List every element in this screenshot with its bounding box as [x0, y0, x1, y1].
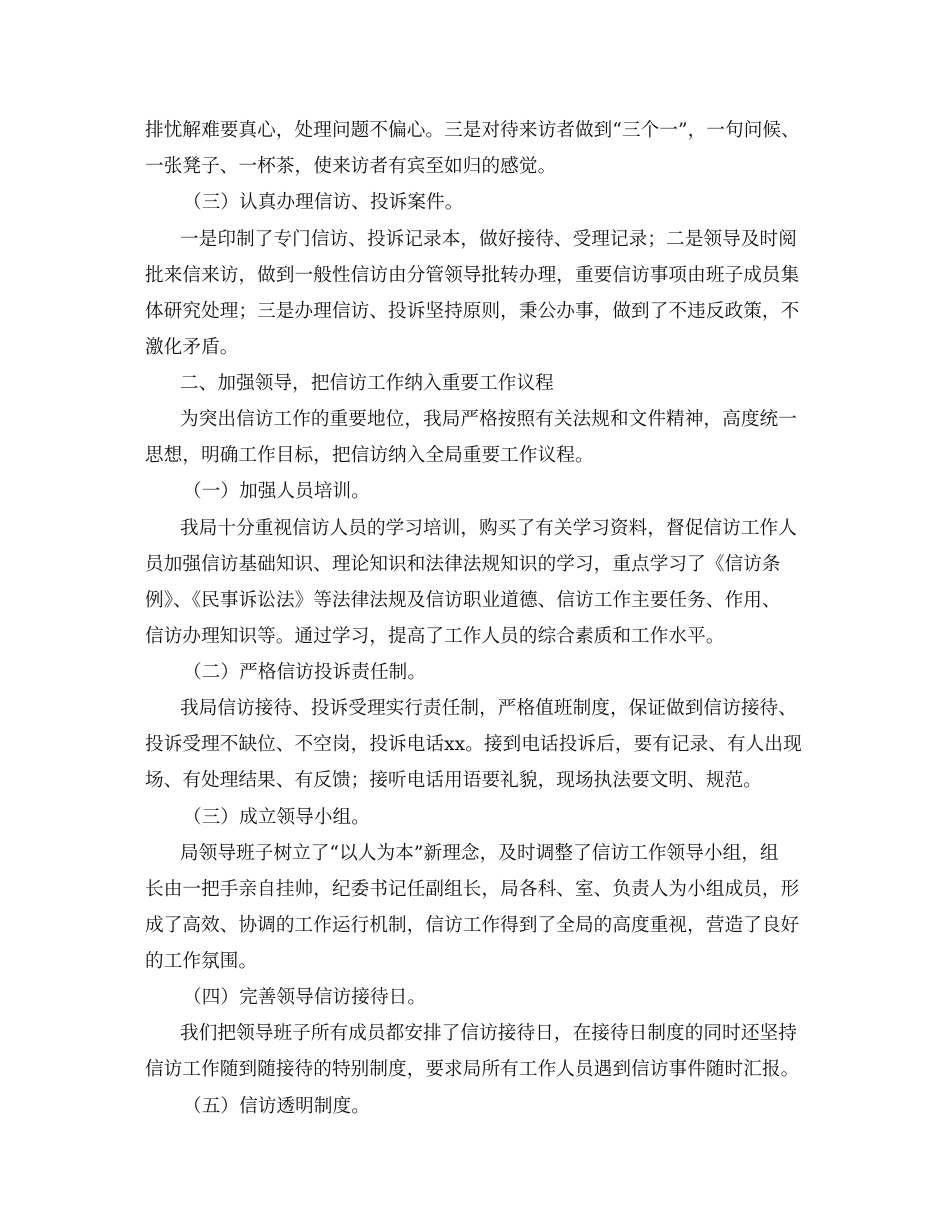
- text-line: 一张凳子、一杯茶，使来访者有宾至如归的感觉。: [145, 156, 557, 177]
- text-line: 思想，明确工作目标，把信访纳入全局重要工作议程。: [145, 445, 594, 466]
- text-line: 场、有处理结果、有反馈；接听电话用语要礼貌，现场执法要文明、规范。: [145, 770, 762, 791]
- section-heading: （四）完善领导信访接待日。: [183, 987, 427, 1008]
- text-line: 为突出信访工作的重要地位，我局严格按照有关法规和文件精神，高度统一: [180, 409, 797, 430]
- text-line: 信访办理知识等。通过学习，提高了工作人员的综合素质和工作水平。: [145, 626, 725, 647]
- text-line: 我局十分重视信访人员的学习培训，购买了有关学习资料，督促信访工作人: [180, 518, 797, 539]
- text-line: 排忧解难要真心，处理问题不偏心。三是对待来访者做到“三个一”，一句问候、: [145, 120, 800, 141]
- text-line: 局领导班子树立了“以人为本”新理念，及时调整了信访工作领导小组，组: [180, 843, 779, 864]
- text-line: 长由一把手亲自挂帅，纪委书记任副组长，局各科、室、负责人为小组成员，形: [145, 879, 800, 900]
- section-heading: （三）认真办理信访、投诉案件。: [183, 192, 464, 213]
- section-heading: 二、加强领导，把信访工作纳入重要工作议程: [180, 373, 554, 394]
- text-line: 信访工作随到随接待的特别制度，要求局所有工作人员遇到信访事件随时汇报。: [145, 1059, 800, 1080]
- text-line: 的工作氛围。: [145, 951, 258, 972]
- text-line: 成了高效、协调的工作运行机制，信访工作得到了全局的高度重视，营造了良好: [145, 915, 800, 936]
- text-line: 我们把领导班子所有成员都安排了信访接待日，在接待日制度的同时还坚持: [180, 1023, 797, 1044]
- text-line: 批来信来访，做到一般性信访由分管领导批转办理，重要信访事项由班子成员集: [145, 265, 800, 286]
- text-line: 例》、《民事诉讼法》等法律法规及信访职业道德、信访工作主要任务、作用、: [145, 590, 781, 611]
- text-line: 员加强信访基础知识、理论知识和法律法规知识的学习，重点学习了《信访条: [145, 554, 781, 575]
- section-heading: （五）信访透明制度。: [183, 1096, 370, 1117]
- section-heading: （一）加强人员培训。: [183, 481, 370, 502]
- section-heading: （三）成立领导小组。: [183, 807, 370, 828]
- text-line: 激化矛盾。: [145, 337, 239, 358]
- text-line: 投诉受理不缺位、不空岗，投诉电话xx。接到电话投诉后，要有记录、有人出现: [145, 734, 802, 755]
- section-heading: （二）严格信访投诉责任制。: [183, 662, 427, 683]
- text-line: 体研究处理；三是办理信访、投诉坚持原则，秉公办事，做到了不违反政策，不: [145, 301, 800, 322]
- text-line: 我局信访接待、投诉受理实行责任制，严格值班制度，保证做到信访接待、: [180, 698, 797, 719]
- text-line: 一是印制了专门信访、投诉记录本，做好接待、受理记录；二是领导及时阅: [180, 229, 797, 250]
